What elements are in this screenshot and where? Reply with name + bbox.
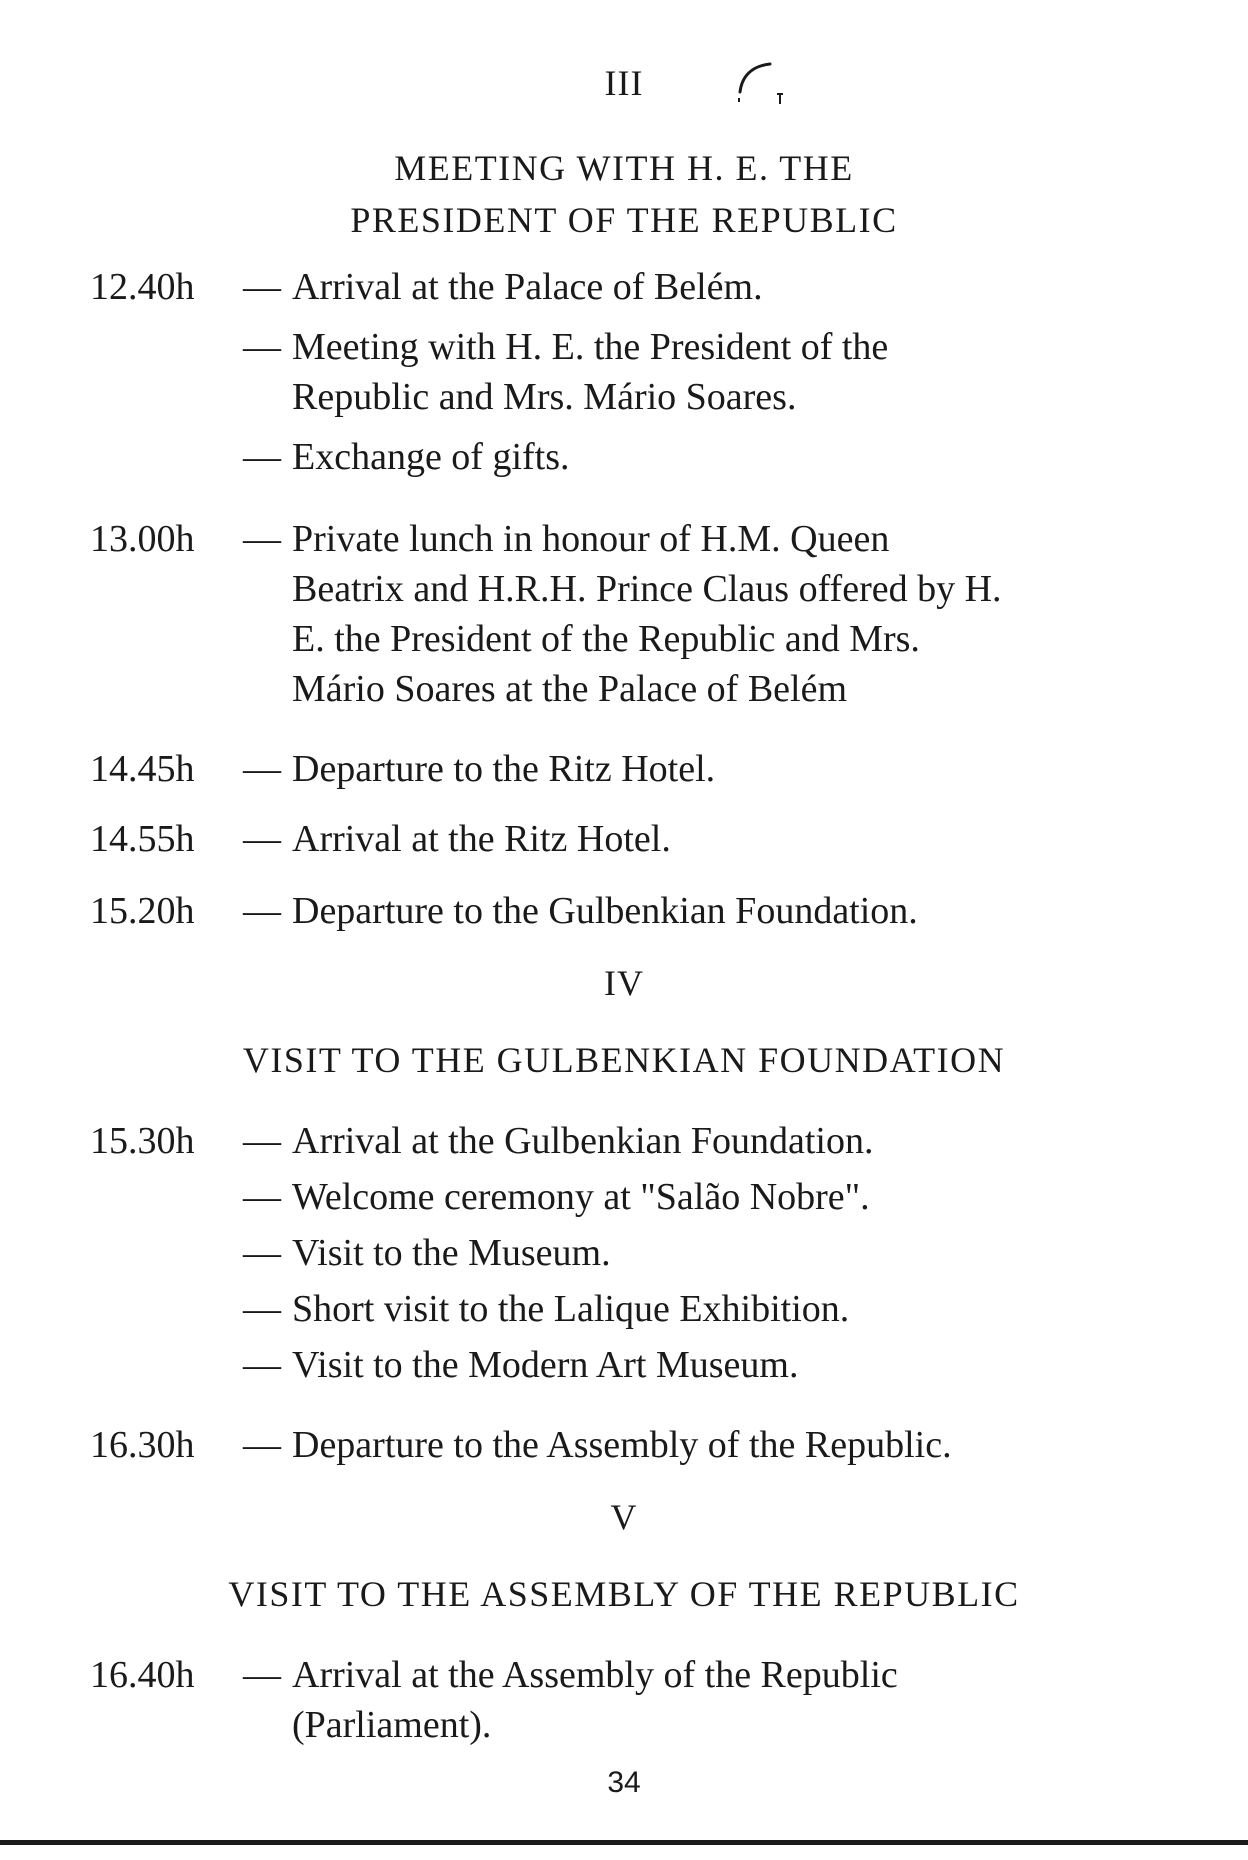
em-dash: — (243, 326, 281, 368)
entry-text: Departure to the Gulbenkian Foundation. (292, 890, 918, 932)
section-heading-v (0, 1568, 1248, 1620)
em-dash: — (243, 436, 281, 478)
section-heading-line: VISIT TO THE GULBENKIAN FOUNDATION (242, 1040, 1006, 1080)
bottom-rule (0, 1840, 1248, 1845)
entry-text: Departure to the Ritz Hotel. (292, 748, 716, 790)
entry-text: Welcome ceremony at "Salão Nobre". (292, 1176, 870, 1218)
entry-text: Visit to the Museum. (292, 1232, 611, 1274)
section-heading-iv (0, 1034, 1248, 1086)
entry-text: Visit to the Modern Art Museum. (292, 1344, 799, 1386)
entry-time: 15.20h (90, 890, 195, 932)
entry-text: Arrival at the Ritz Hotel. (292, 818, 671, 860)
em-dash: — (243, 818, 281, 860)
section-numeral-v: V (610, 1497, 638, 1537)
entry-text: Beatrix and H.R.H. Prince Claus offered by H. (292, 568, 1002, 610)
entry-text: (Parliament). (292, 1704, 492, 1746)
entry-text: Departure to the Assembly of the Republic. (292, 1424, 952, 1466)
entry-time: 16.40h (90, 1654, 195, 1696)
entry-time: 14.55h (90, 818, 195, 860)
entry-time: 12.40h (90, 266, 195, 308)
em-dash: — (243, 1120, 281, 1162)
section-heading-iii (0, 142, 1248, 246)
entry-time: 15.30h (90, 1120, 195, 1162)
em-dash: — (243, 890, 281, 932)
entry-text: Arrival at the Assembly of the Republic (292, 1654, 898, 1696)
em-dash: — (243, 1288, 281, 1330)
em-dash: — (243, 266, 281, 308)
section-heading-line: MEETING WITH H. E. THE (394, 148, 854, 188)
section-heading-line: PRESIDENT OF THE REPUBLIC (350, 200, 898, 240)
entry-text: Arrival at the Gulbenkian Foundation. (292, 1120, 874, 1162)
em-dash: — (243, 1654, 281, 1696)
entry-text: Arrival at the Palace of Belém. (292, 266, 763, 308)
em-dash: — (243, 518, 281, 560)
entry-text: Private lunch in honour of H.M. Queen (292, 518, 890, 560)
entry-time: 16.30h (90, 1424, 195, 1466)
section-numeral-iv: IV (604, 963, 644, 1003)
entry-text: Exchange of gifts. (292, 436, 570, 478)
section-numeral-iii: III (604, 63, 644, 103)
entry-text: Meeting with H. E. the President of the (292, 326, 889, 368)
entry-text: Mário Soares at the Palace of Belém (292, 668, 848, 710)
entry-text: Republic and Mrs. Mário Soares. (292, 376, 797, 418)
entry-time: 14.45h (90, 748, 195, 790)
page-number: 34 (607, 1766, 641, 1799)
entry-text: E. the President of the Republic and Mrs. (292, 618, 920, 660)
em-dash: — (243, 748, 281, 790)
section-heading-line: VISIT TO THE ASSEMBLY OF THE REPUBLIC (228, 1574, 1020, 1614)
em-dash: — (243, 1232, 281, 1274)
entry-text: Short visit to the Lalique Exhibition. (292, 1288, 850, 1330)
em-dash: — (243, 1344, 281, 1386)
em-dash: — (243, 1424, 281, 1466)
handwritten-mark-icon (730, 58, 790, 108)
em-dash: — (243, 1176, 281, 1218)
entry-time: 13.00h (90, 518, 195, 560)
